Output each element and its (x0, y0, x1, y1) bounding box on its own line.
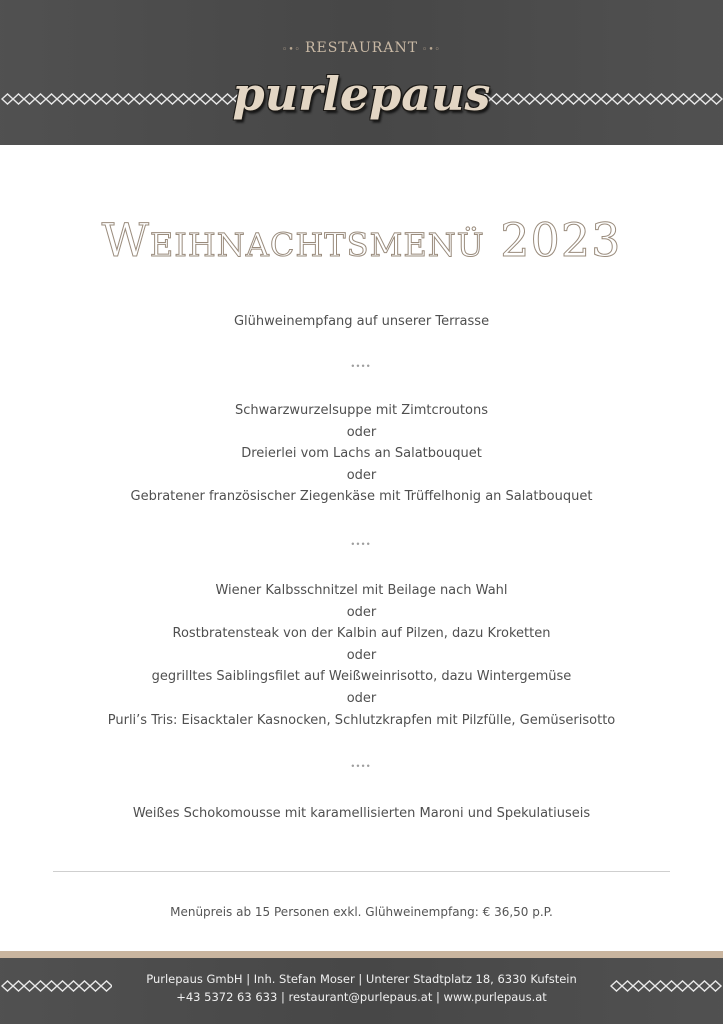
menu-item: Purli’s Tris: Eisacktaler Kasnocken, Schlutzkrapfen mit Pilzfülle, Gemüserisotto (107, 712, 616, 728)
menu-item-or: oder (346, 647, 377, 663)
restaurant-subtitle: RESTAURANT (304, 40, 419, 56)
menu-item-or: oder (346, 690, 377, 706)
footer-contact: +43 5372 63 633 | restaurant@purlepaus.at | www.purlepaus.at (176, 990, 547, 1004)
divider-line (53, 871, 670, 872)
ornament-left: ◦•◦ (282, 45, 301, 55)
menu-item: Dreierlei vom Lachs an Salatbouquet (241, 446, 482, 462)
page-title: Weihnachtsmenü 2023 (101, 213, 622, 267)
ornament-right: ◦•◦ (422, 45, 441, 55)
menu-starters (40, 400, 683, 508)
menu-item: Wiener Kalbsschnitzel mit Beilage nach Wahl (215, 583, 508, 598)
menu-reception: Glühweinempfang auf unserer Terrasse (233, 314, 490, 329)
header-banner (0, 0, 723, 145)
menu-item: Gebratener französischer Ziegenkäse mit Trüffelhonig an Salatbouquet (130, 489, 593, 505)
menu-dessert: Weißes Schokomousse mit karamellisierten Maroni und Spekulatiuseis (132, 806, 591, 821)
separator-1: •••• (351, 361, 372, 371)
restaurant-label (0, 40, 723, 56)
menu-mains (40, 580, 683, 731)
diamond-border-footer-left (0, 979, 112, 993)
logo: purlepaus (232, 67, 491, 121)
separator-3: •••• (351, 761, 372, 771)
price-note: Menüpreis ab 15 Personen exkl. Glühweinempfang: € 36,50 p.P. (170, 905, 553, 919)
separator-2: •••• (351, 539, 372, 549)
menu-item-or: oder (346, 604, 377, 620)
footer-address: Purlepaus GmbH | Inh. Stefan Moser | Unterer Stadtplatz 18, 6330 Kufstein (146, 972, 577, 986)
menu-item-or: oder (346, 467, 377, 483)
diamond-border-footer-right (609, 979, 723, 993)
accent-stripe (0, 951, 723, 958)
menu-item: gegrilltes Saiblingsfilet auf Weißweinrisotto, dazu Wintergemüse (151, 669, 572, 685)
menu-item: Rostbratensteak von der Kalbin auf Pilzen, dazu Kroketten (172, 626, 551, 642)
menu-item: Schwarzwurzelsuppe mit Zimtcroutons (235, 403, 488, 418)
menu-item-or: oder (346, 424, 377, 440)
